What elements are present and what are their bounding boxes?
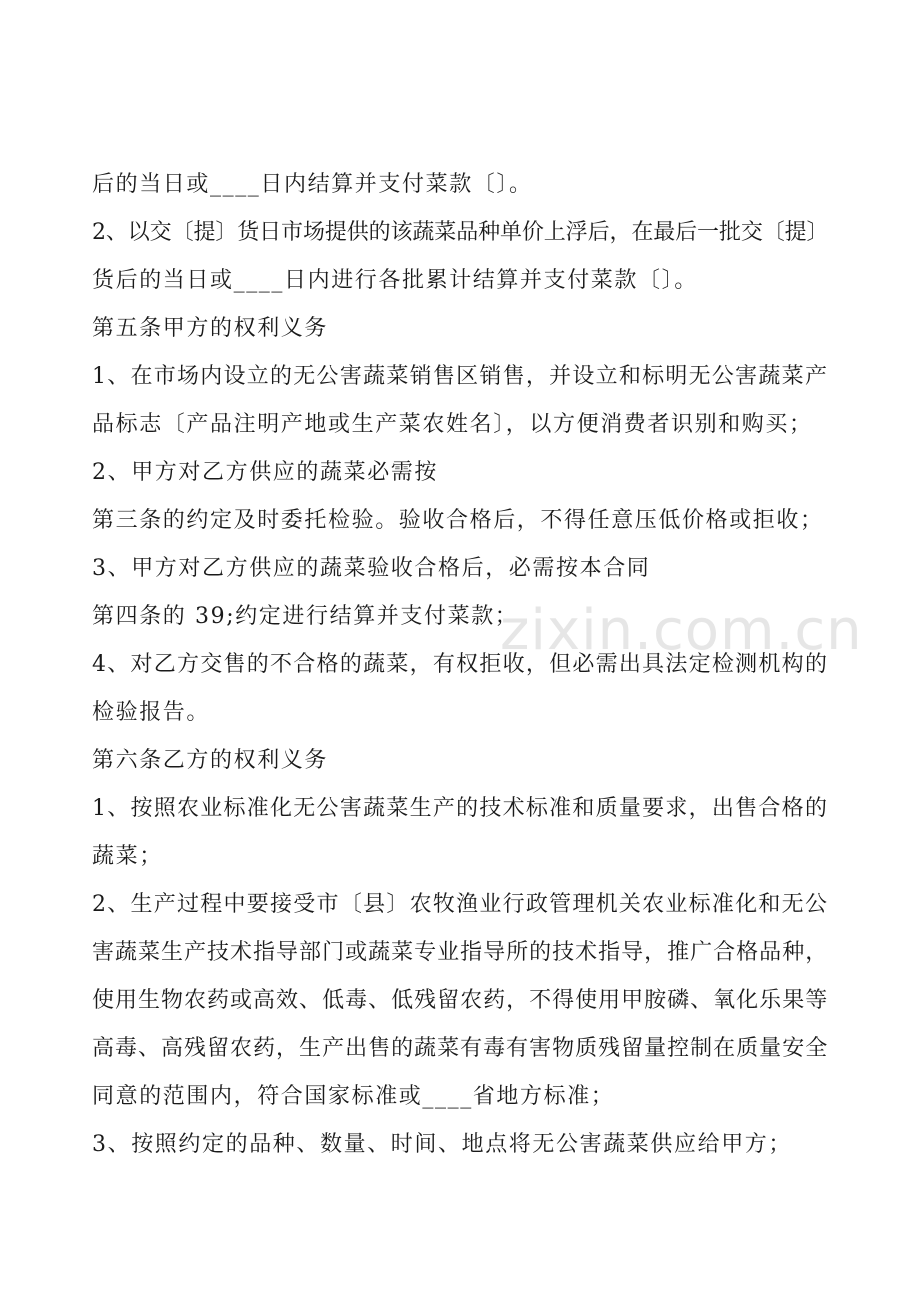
- section-heading: 第六条乙方的权利义务: [92, 748, 329, 773]
- text-line: 同意的范围内，符合国家标准或____省地方标准；: [92, 1084, 615, 1109]
- section-heading: 第五条甲方的权利义务: [92, 316, 329, 341]
- text-line: 货后的当日或____日内进行各批累计结算并支付菜款〔〕。: [92, 268, 698, 293]
- text-line: 后的当日或____日内结算并支付菜款〔〕。: [92, 172, 533, 197]
- text-line: 2、生产过程中要接受市〔县〕农牧渔业行政管理机关农业标准化和无公: [92, 892, 829, 917]
- text-line: 第三条的约定及时委托检验。验收合格后，不得任意压低价格或拒收；: [92, 508, 824, 533]
- text-line: 高毒、高残留农药，生产出售的蔬菜有毒有害物质残留量控制在质量安全: [92, 1036, 829, 1061]
- text-line: 3、按照约定的品种、数量、时间、地点将无公害蔬菜供应给甲方；: [92, 1132, 792, 1157]
- text-line: 检验报告。: [92, 700, 211, 725]
- watermark-text: zixin.com.cn: [500, 598, 863, 663]
- text-line: 第四条的 39;约定进行结算并支付菜款；: [92, 604, 519, 629]
- text-line: 品标志〔产品注明产地或生产菜农姓名〕，以方便消费者识别和购买；: [92, 412, 813, 437]
- text-line: 4、对乙方交售的不合格的蔬菜，有权拒收，但必需出具法定检测机构的: [92, 652, 829, 677]
- text-line: 蔬菜；: [92, 844, 163, 869]
- text-line: 1、按照农业标准化无公害蔬菜生产的技术标准和质量要求，出售合格的: [92, 796, 829, 821]
- text-line: 使用生物农药或高效、低毒、低残留农药，不得使用甲胺磷、氧化乐果等: [92, 988, 829, 1013]
- text-line: 2、甲方对乙方供应的蔬菜必需按: [92, 460, 438, 485]
- text-line: 2、以交〔提〕货日市场提供的该蔬菜品种单价上浮后，在最后一批交〔提〕: [92, 220, 829, 245]
- text-line: 3、甲方对乙方供应的蔬菜验收合格后，必需按本合同: [92, 556, 651, 581]
- text-line: 害蔬菜生产技术指导部门或蔬菜专业指导所的技术指导，推广合格品种，: [92, 940, 829, 965]
- text-line: 1、在市场内设立的无公害蔬菜销售区销售，并设立和标明无公害蔬菜产: [92, 364, 829, 389]
